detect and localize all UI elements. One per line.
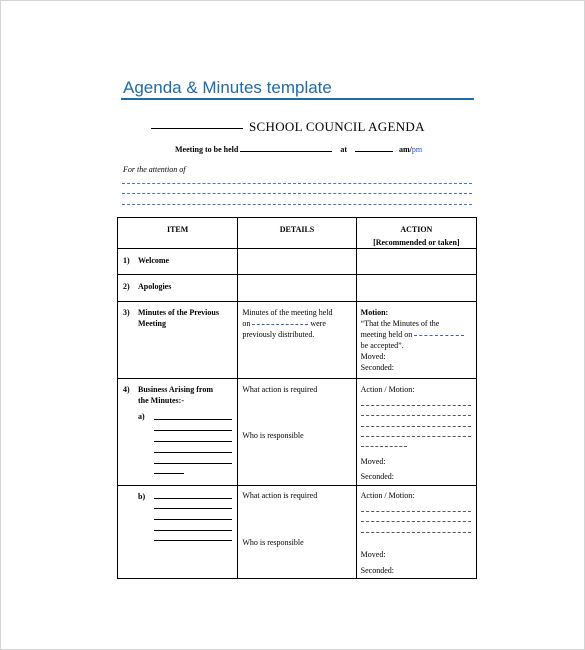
meeting-date-blank[interactable]: [240, 151, 332, 152]
agenda-table: [117, 217, 477, 579]
action-line[interactable]: [361, 436, 471, 437]
header-action: [356, 218, 476, 249]
meeting-line: [175, 145, 422, 154]
sub-a-line-4[interactable]: [154, 452, 232, 453]
sub-a-line-6[interactable]: [154, 473, 184, 474]
sub-a-line-3[interactable]: [154, 441, 232, 442]
sub-b-line-5[interactable]: [154, 540, 232, 541]
action-motion-label: Action / Motion:: [360, 385, 415, 394]
document-title: Agenda & Minutes template: [123, 78, 332, 97]
attention-line-3[interactable]: [122, 204, 472, 205]
attention-line-2[interactable]: [122, 193, 472, 194]
sub-b-line-2[interactable]: [154, 508, 232, 509]
table-row: [118, 275, 477, 302]
seconded-label: Seconded:: [360, 472, 394, 481]
action-line[interactable]: [361, 426, 471, 427]
action-line[interactable]: [361, 511, 471, 512]
sub-a-line-2[interactable]: [154, 430, 232, 431]
action-minutes[interactable]: Motion: “That the Minutes of the meeting held on be accepted”. Moved: Seconded:: [356, 302, 476, 379]
details-minutes[interactable]: Minutes of the meeting held on were previously distributed.: [238, 302, 356, 379]
who-responsible-label: Who is responsible: [242, 431, 304, 440]
what-action-label: What action is required: [242, 385, 318, 394]
action-line[interactable]: [361, 521, 471, 522]
agenda-heading: [151, 119, 425, 135]
attention-line-1[interactable]: [122, 183, 472, 184]
what-action-label: What action is required: [242, 491, 318, 500]
details-apologies[interactable]: [238, 275, 356, 302]
item-welcome: 1) Welcome: [118, 249, 238, 275]
sub-item-a: a): [138, 412, 145, 421]
item-business: 4) Business Arising from the Minutes:- a): [118, 379, 238, 486]
sub-b-line-4[interactable]: [154, 530, 232, 531]
agenda-heading-text: SCHOOL COUNCIL AGENDA: [249, 119, 425, 134]
am-label: am/: [399, 145, 412, 154]
sub-a-line-1[interactable]: [154, 419, 232, 420]
pm-label: pm: [411, 145, 423, 154]
header-item: ITEM: [118, 218, 238, 249]
item-business-b: [118, 486, 238, 579]
action-business-b[interactable]: [356, 486, 476, 579]
motion-date-blank[interactable]: [414, 335, 464, 336]
sub-b-line-3[interactable]: [154, 519, 232, 520]
who-responsible-label: Who is responsible: [242, 538, 304, 547]
table-row: [118, 486, 477, 579]
action-apologies[interactable]: [356, 275, 476, 302]
school-name-blank[interactable]: [151, 128, 243, 129]
table-header-row: [118, 218, 477, 249]
moved-label: Moved:: [360, 550, 386, 559]
item-minutes: 3) Minutes of the Previous Meeting: [118, 302, 238, 379]
action-line[interactable]: [361, 405, 471, 406]
sub-item-b: b): [138, 492, 146, 501]
attention-label: For the attention of: [123, 165, 186, 174]
header-action-sub: [Recommended or taken]: [373, 238, 460, 247]
sub-b-line-1[interactable]: [154, 498, 232, 499]
meeting-label: Meeting to be held: [175, 145, 239, 154]
at-label: at: [340, 145, 347, 154]
table-row: [118, 249, 477, 275]
table-row: [118, 302, 477, 379]
action-motion-label: Action / Motion:: [360, 491, 415, 500]
minutes-date-blank[interactable]: [252, 324, 308, 325]
table-row: [118, 379, 477, 486]
item-apologies: 2) Apologies: [118, 275, 238, 302]
header-action-label: ACTION: [400, 225, 433, 234]
details-business-b[interactable]: [238, 486, 356, 579]
title-underline: [121, 98, 474, 100]
moved-label: Moved:: [360, 457, 386, 466]
action-line[interactable]: [361, 446, 407, 447]
sub-a-line-5[interactable]: [154, 463, 232, 464]
action-welcome[interactable]: [356, 249, 476, 275]
action-business-a[interactable]: [356, 379, 476, 486]
details-business-a[interactable]: [238, 379, 356, 486]
header-details: DETAILS: [238, 218, 356, 249]
action-line[interactable]: [361, 415, 471, 416]
seconded-label: Seconded:: [360, 566, 394, 575]
meeting-time-blank[interactable]: [355, 151, 393, 152]
action-line[interactable]: [361, 532, 471, 533]
details-welcome[interactable]: [238, 249, 356, 275]
